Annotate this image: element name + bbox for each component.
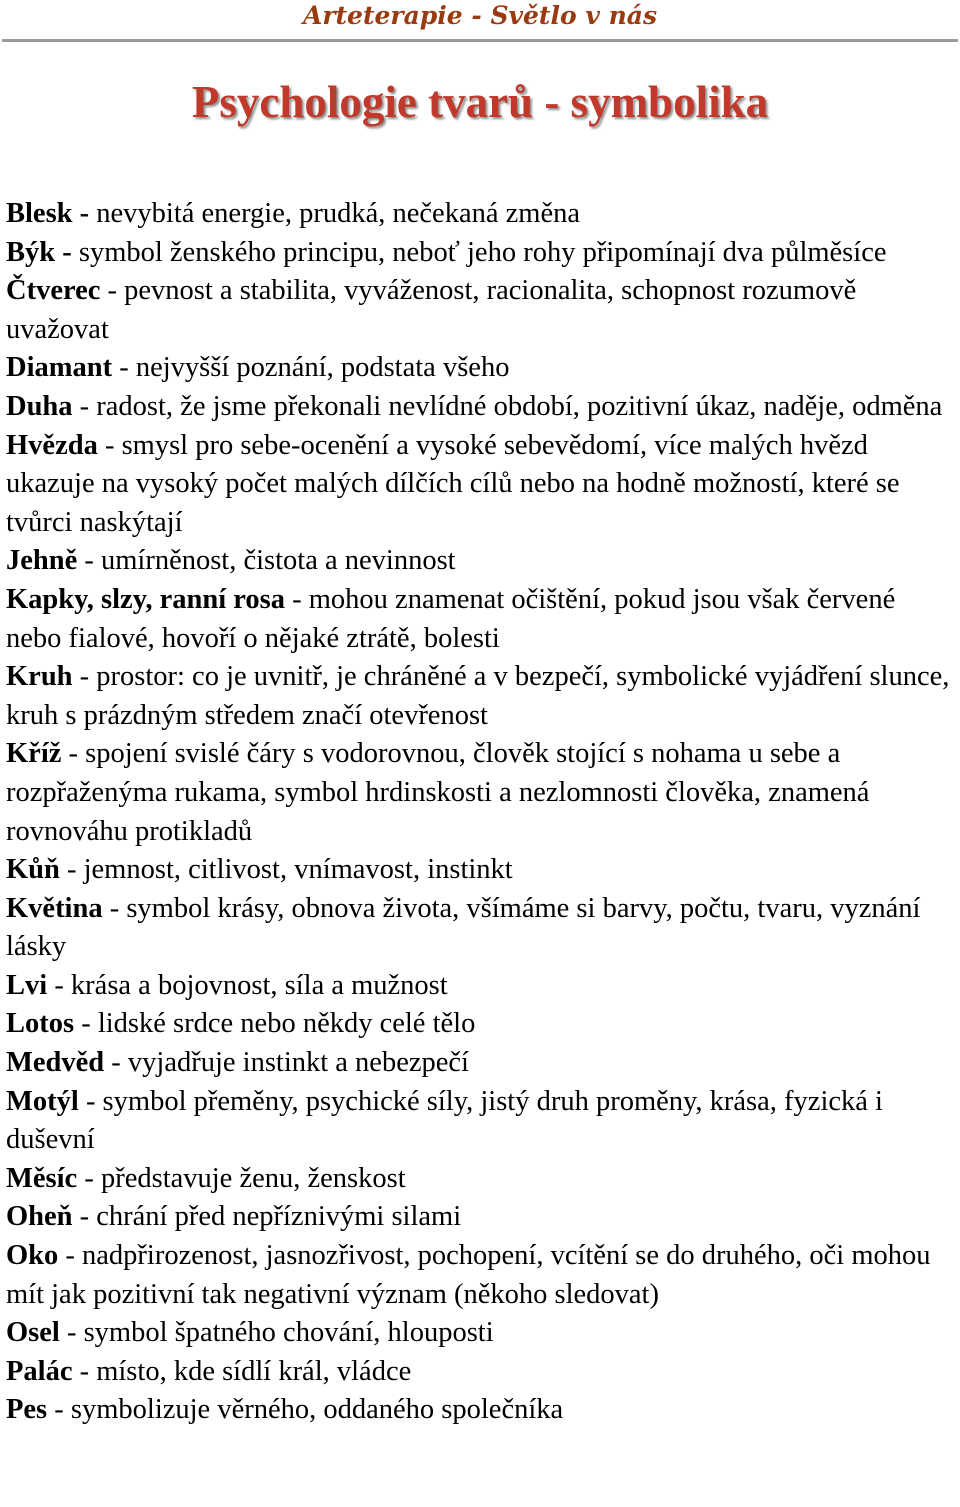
symbol-term: Medvěd [6, 1047, 105, 1079]
symbol-meaning: - symbol krásy, obnova života, všímáme si barvy, počtu, tvaru, vyznání lásky [6, 892, 921, 963]
symbol-meaning: symbol ženského principu, neboť jeho rohy připomínají dva půlměsíce [71, 236, 887, 268]
symbol-meaning: - symbol přeměny, psychické síly, jistý druh proměny, krása, fyzická i duševní [6, 1085, 883, 1156]
symbol-entry [6, 1083, 956, 1160]
symbol-term: Býk - [6, 236, 72, 268]
symbol-meaning: - mohou znamenat očištění, pokud jsou však červené nebo fialové, hovoří o nějaké ztrátě, bolesti [6, 583, 896, 654]
symbol-meaning: - místo, kde sídlí král, vládce [72, 1355, 412, 1387]
symbol-entry [6, 1314, 956, 1353]
symbol-meaning: - vyjadřuje instinkt a nebezpečí [104, 1047, 469, 1079]
symbol-entry [6, 1237, 956, 1314]
symbol-term: Duha [6, 390, 73, 422]
symbol-term: Osel [6, 1317, 60, 1349]
symbol-term: Oko [6, 1240, 59, 1272]
symbol-entry [6, 349, 956, 388]
symbol-entry [6, 1198, 956, 1237]
symbol-entry [6, 195, 956, 234]
symbol-entry [6, 735, 956, 851]
symbol-term: Kapky, slzy, ranní rosa [6, 583, 286, 615]
symbol-meaning: - spojení svislé čáry s vodorovnou, člověk stojící s nohama u sebe a rozpřaženýma rukama, symbol hrdinskosti a nezlomnosti člověka, znamená rovnováhu protikladů [6, 738, 870, 847]
symbol-meaning: - radost, že jsme překonali nevlídné období, pozitivní úkaz, naděje, odměna [72, 390, 943, 422]
symbol-entry [6, 272, 956, 349]
symbol-list [6, 195, 956, 1430]
symbol-entry [6, 1353, 956, 1392]
symbol-term: Lvi [6, 969, 48, 1001]
symbol-meaning: - jemnost, citlivost, vnímavost, instinkt [59, 854, 513, 886]
symbol-term: Čtverec [6, 275, 101, 307]
header-divider [2, 39, 958, 42]
symbol-meaning: - nejvyšší poznání, podstata všeho [112, 352, 510, 384]
symbol-term: Měsíc [6, 1162, 78, 1194]
symbol-entry [6, 1005, 956, 1044]
symbol-entry [6, 234, 956, 273]
symbol-term: Blesk - [6, 198, 90, 229]
symbol-term: Kruh [6, 661, 73, 693]
symbol-entry [6, 967, 956, 1006]
symbol-entry [6, 542, 956, 581]
symbol-entry [6, 581, 956, 658]
symbol-meaning: - krása a bojovnost, síla a mužnost [47, 969, 448, 1001]
symbol-term: Kříž [6, 738, 62, 770]
symbol-meaning: - pevnost a stabilita, vyváženost, racionalita, schopnost rozumově uvažovat [6, 275, 857, 345]
symbol-term: Hvězda [6, 429, 98, 461]
symbol-entry [6, 1160, 956, 1199]
symbol-term: Pes [6, 1394, 48, 1426]
symbol-term: Lotos [6, 1008, 75, 1040]
symbol-meaning: - symbol špatného chování, hlouposti [59, 1317, 494, 1349]
header-title: Arteterapie - Světlo v nás [302, 1, 658, 30]
symbol-entry [6, 388, 956, 427]
page-header [0, 0, 960, 44]
symbol-term: Jehně [6, 545, 78, 577]
symbol-meaning: - chrání před nepříznivými silami [72, 1201, 462, 1233]
symbol-entry [6, 427, 956, 543]
symbol-term: Kůň [6, 854, 60, 886]
symbol-term: Palác [6, 1355, 73, 1387]
symbol-entry [6, 1391, 956, 1430]
symbol-meaning: - představuje ženu, ženskost [77, 1162, 406, 1194]
symbol-meaning: - umírněnost, čistota a nevinnost [77, 545, 456, 577]
page-title: Psychologie tvarů - symbolika [191, 77, 769, 127]
symbol-entry [6, 890, 956, 967]
symbol-meaning: - nadpřirozenost, jasnozřivost, pochopení, vcítění se do druhého, oči mohou mít jak pozitivní tak negativní význam (někoho sledovat) [6, 1240, 931, 1310]
symbol-term: Květina [6, 892, 103, 924]
symbol-term: Diamant [6, 352, 113, 384]
symbol-term: Motýl [6, 1085, 79, 1117]
symbol-entry [6, 851, 956, 890]
symbol-entry [6, 658, 956, 735]
symbol-meaning: - prostor: co je uvnitř, je chráněné a v bezpečí, symbolické vyjádření slunce, kruh s prázdným středem značí otevřenost [6, 661, 950, 731]
symbol-meaning: - smysl pro sebe-ocenění a vysoké sebevědomí, více malých hvězd ukazuje na vysoký počet malých dílčích cílů nebo na hodně možností, které se tvůrci naskýtají [6, 429, 900, 538]
symbol-meaning: - symbolizuje věrného, oddaného společníka [47, 1394, 564, 1426]
symbol-meaning: nevybitá energie, prudká, nečekaná změna [89, 198, 581, 229]
symbol-term: Oheň [6, 1201, 73, 1233]
symbol-entry [6, 1044, 956, 1083]
symbol-meaning: - lidské srdce nebo někdy celé tělo [74, 1008, 476, 1040]
